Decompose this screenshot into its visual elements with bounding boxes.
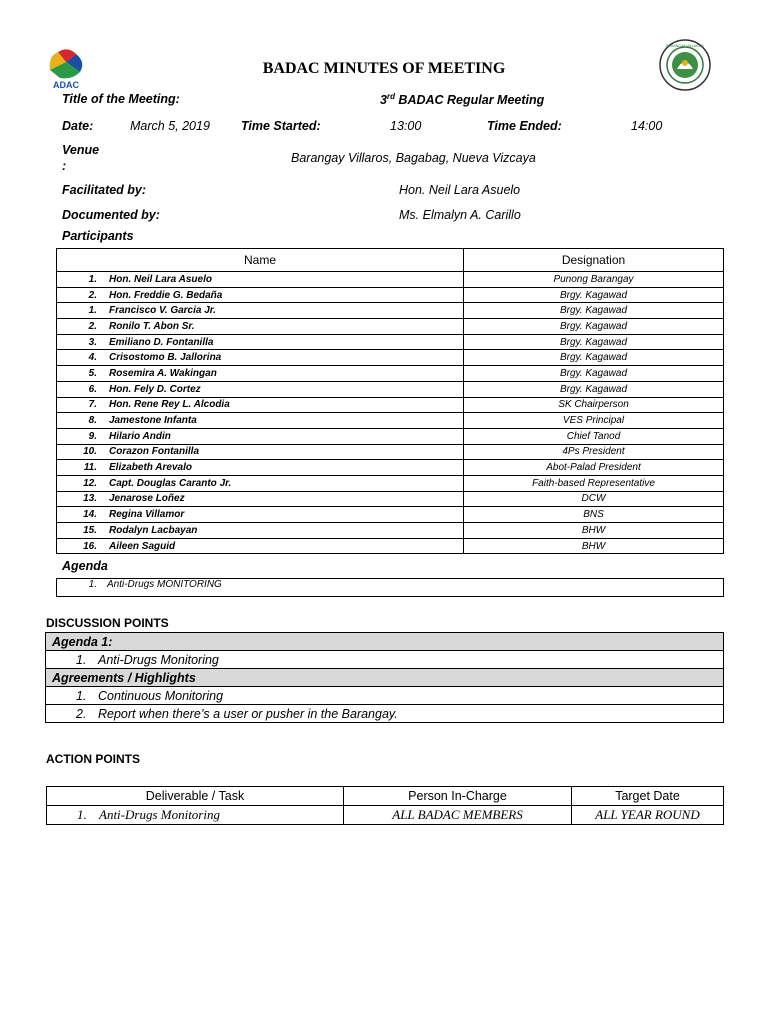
participant-name: Hon. Rene Rey L. Alcodia	[109, 399, 230, 411]
participant-number: 5.	[88, 367, 97, 379]
participant-row	[57, 507, 724, 523]
time-ended-label: Time Ended:	[487, 119, 562, 133]
time-started-label: Time Started:	[241, 119, 321, 133]
participant-designation: SK Chairperson	[464, 397, 724, 413]
agenda-list	[56, 578, 724, 597]
agenda-item-number: 1.	[88, 579, 97, 590]
participant-designation: Punong Barangay	[464, 272, 724, 288]
documented-value: Ms. Elmalyn A. Carillo	[399, 208, 521, 222]
participant-name: Jamestone Infanta	[109, 415, 197, 427]
document-title: BADAC MINUTES OF MEETING	[262, 60, 506, 77]
participant-name: Ronilo T. Abon Sr.	[109, 320, 195, 332]
participant-designation: BNS	[464, 507, 724, 523]
participant-designation: DCW	[464, 491, 724, 507]
participant-number: 7.	[88, 399, 97, 411]
participant-row	[57, 538, 724, 554]
participant-row	[57, 319, 724, 335]
action-table	[46, 786, 724, 825]
participant-number: 3.	[88, 336, 97, 348]
participant-name: Elizabeth Arevalo	[109, 462, 192, 474]
participant-number: 6.	[88, 383, 97, 395]
participants-label: Participants	[62, 229, 134, 243]
participant-row	[57, 350, 724, 366]
participant-designation: Brgy. Kagawad	[464, 334, 724, 350]
participant-designation: Brgy. Kagawad	[464, 319, 724, 335]
meeting-name: BADAC Regular Meeting	[394, 93, 545, 108]
participant-name: Francisco V. Garcia Jr.	[109, 305, 216, 317]
participant-name: Crisostomo B. Jallorina	[109, 352, 222, 364]
participant-name-cell	[57, 334, 464, 350]
participant-name-cell	[57, 319, 464, 335]
action-task-number: 1.	[77, 807, 87, 822]
participant-number: 14.	[83, 509, 97, 521]
participant-row	[57, 491, 724, 507]
participant-name-cell	[57, 397, 464, 413]
participant-row	[57, 444, 724, 460]
col-person-header: Person In-Charge	[344, 787, 572, 806]
participant-name-cell	[57, 444, 464, 460]
participant-name-cell	[57, 303, 464, 319]
participant-designation: Brgy. Kagawad	[464, 381, 724, 397]
date-label: Date:	[62, 119, 94, 133]
participant-row	[57, 428, 724, 444]
participant-number: 12.	[83, 477, 97, 489]
time-ended-value: 14:00	[631, 119, 663, 133]
col-task-header: Deliverable / Task	[47, 787, 344, 806]
participants-body	[57, 272, 724, 554]
participant-number: 8.	[88, 415, 97, 427]
agenda-1-header: Agenda 1:	[46, 633, 724, 651]
participant-name-cell	[57, 413, 464, 429]
participant-designation: Faith-based Representative	[464, 475, 724, 491]
discussion-table	[45, 632, 724, 723]
participant-name-cell	[57, 538, 464, 554]
participant-name-cell	[57, 287, 464, 303]
discussion-agenda-item-number: 1.	[76, 652, 87, 667]
col-date-header: Target Date	[572, 787, 724, 806]
venue-colon: :	[62, 159, 67, 173]
participant-designation: VES Principal	[464, 413, 724, 429]
participant-name: Rodalyn Lacbayan	[109, 524, 198, 536]
action-heading: ACTION POINTS	[46, 752, 141, 766]
barangay-seal-text: BARANGAY VILLAROS	[666, 44, 704, 48]
meeting-ordinal: 3	[380, 93, 387, 108]
participant-name: Hilario Andin	[109, 430, 171, 442]
participant-name-cell	[57, 475, 464, 491]
participant-name-cell	[57, 350, 464, 366]
participant-designation: Brgy. Kagawad	[464, 350, 724, 366]
agreement-item-text: Continuous Monitoring	[98, 688, 224, 703]
participant-number: 10.	[83, 446, 97, 458]
agreement-item	[46, 705, 724, 723]
participant-number: 2.	[88, 289, 97, 301]
discussion-agenda-item-text: Anti-Drugs Monitoring	[98, 652, 219, 667]
meeting-title-value	[380, 92, 544, 107]
participant-name-cell	[57, 460, 464, 476]
date-value: March 5, 2019	[130, 119, 210, 133]
facilitated-value: Hon. Neil Lara Asuelo	[399, 183, 521, 197]
participant-name: Corazon Fontanilla	[109, 446, 199, 458]
participant-name: Regina Villamor	[109, 509, 185, 521]
participant-name-cell	[57, 366, 464, 382]
participant-number: 11.	[83, 462, 97, 474]
participant-number: 4.	[88, 352, 97, 364]
agreement-item-number: 2.	[76, 706, 87, 721]
participant-designation: Abot-Palad President	[464, 460, 724, 476]
participant-designation: BHW	[464, 538, 724, 554]
venue-value: Barangay Villaros, Bagabag, Nueva Vizcaya	[291, 151, 536, 165]
agreement-item	[46, 687, 724, 705]
adac-logo-text: ADAC	[53, 80, 79, 90]
agreement-item-number: 1.	[76, 688, 87, 703]
participant-row	[57, 397, 724, 413]
facilitated-label: Facilitated by:	[62, 183, 147, 197]
participant-number: 9.	[88, 430, 97, 442]
documented-label: Documented by:	[62, 208, 160, 222]
participant-name: Hon. Fely D. Cortez	[109, 383, 201, 395]
participant-row	[57, 272, 724, 288]
meeting-ordinal-suffix: rd	[386, 92, 395, 101]
col-name-header: Name	[57, 249, 464, 272]
participant-row	[57, 287, 724, 303]
participant-name-cell	[57, 523, 464, 539]
action-row	[47, 806, 724, 825]
time-started-value: 13:00	[390, 119, 422, 133]
participant-row	[57, 334, 724, 350]
participant-row	[57, 303, 724, 319]
action-header-row	[47, 787, 724, 806]
agreement-item-text: Report when there’s a user or pusher in the Barangay.	[98, 706, 398, 721]
action-task-text: Anti-Drugs Monitoring	[99, 807, 220, 822]
participant-number: 16.	[83, 540, 97, 552]
participant-name: Hon. Freddie G. Bedaña	[109, 289, 223, 301]
participant-row	[57, 475, 724, 491]
participant-name-cell	[57, 428, 464, 444]
action-person-cell: ALL BADAC MEMBERS	[344, 806, 572, 825]
participants-header-row	[57, 249, 724, 272]
participant-name: Capt. Douglas Caranto Jr.	[109, 477, 232, 489]
participant-name: Aileen Saguid	[109, 540, 176, 552]
discussion-agenda-item	[46, 651, 724, 669]
participant-row	[57, 460, 724, 476]
agreements-header: Agreements / Highlights	[46, 669, 724, 687]
participant-designation: 4Ps President	[464, 444, 724, 460]
participant-number: 1.	[88, 273, 97, 285]
participant-designation: Chief Tanod	[464, 428, 724, 444]
action-date-cell: ALL YEAR ROUND	[572, 806, 724, 825]
participant-designation: Brgy. Kagawad	[464, 303, 724, 319]
venue-label: Venue	[62, 143, 100, 157]
action-task-cell	[47, 806, 344, 825]
participant-number: 15.	[83, 524, 97, 536]
participant-name: Rosemira A. Wakingan	[109, 367, 217, 379]
participants-table	[56, 248, 724, 554]
agenda-item-text: Anti-Drugs MONITORING	[107, 579, 222, 590]
participant-designation: Brgy. Kagawad	[464, 366, 724, 382]
participant-name: Hon. Neil Lara Asuelo	[109, 273, 212, 285]
participant-name-cell	[57, 491, 464, 507]
participant-number: 1.	[88, 305, 97, 317]
participant-row	[57, 381, 724, 397]
participant-number: 2.	[88, 320, 97, 332]
meeting-title-label: Title of the Meeting:	[62, 92, 180, 106]
discussion-heading: DISCUSSION POINTS	[46, 616, 169, 630]
agenda-label: Agenda	[62, 559, 108, 573]
participant-name: Emiliano D. Fontanilla	[109, 336, 214, 348]
col-designation-header: Designation	[464, 249, 724, 272]
participant-row	[57, 523, 724, 539]
participant-name-cell	[57, 272, 464, 288]
participant-name: Jenarose Loñez	[109, 493, 185, 505]
participant-name-cell	[57, 381, 464, 397]
participant-number: 13.	[83, 493, 97, 505]
participant-designation: BHW	[464, 523, 724, 539]
participant-designation: Brgy. Kagawad	[464, 287, 724, 303]
participant-row	[57, 366, 724, 382]
participant-name-cell	[57, 507, 464, 523]
participant-row	[57, 413, 724, 429]
